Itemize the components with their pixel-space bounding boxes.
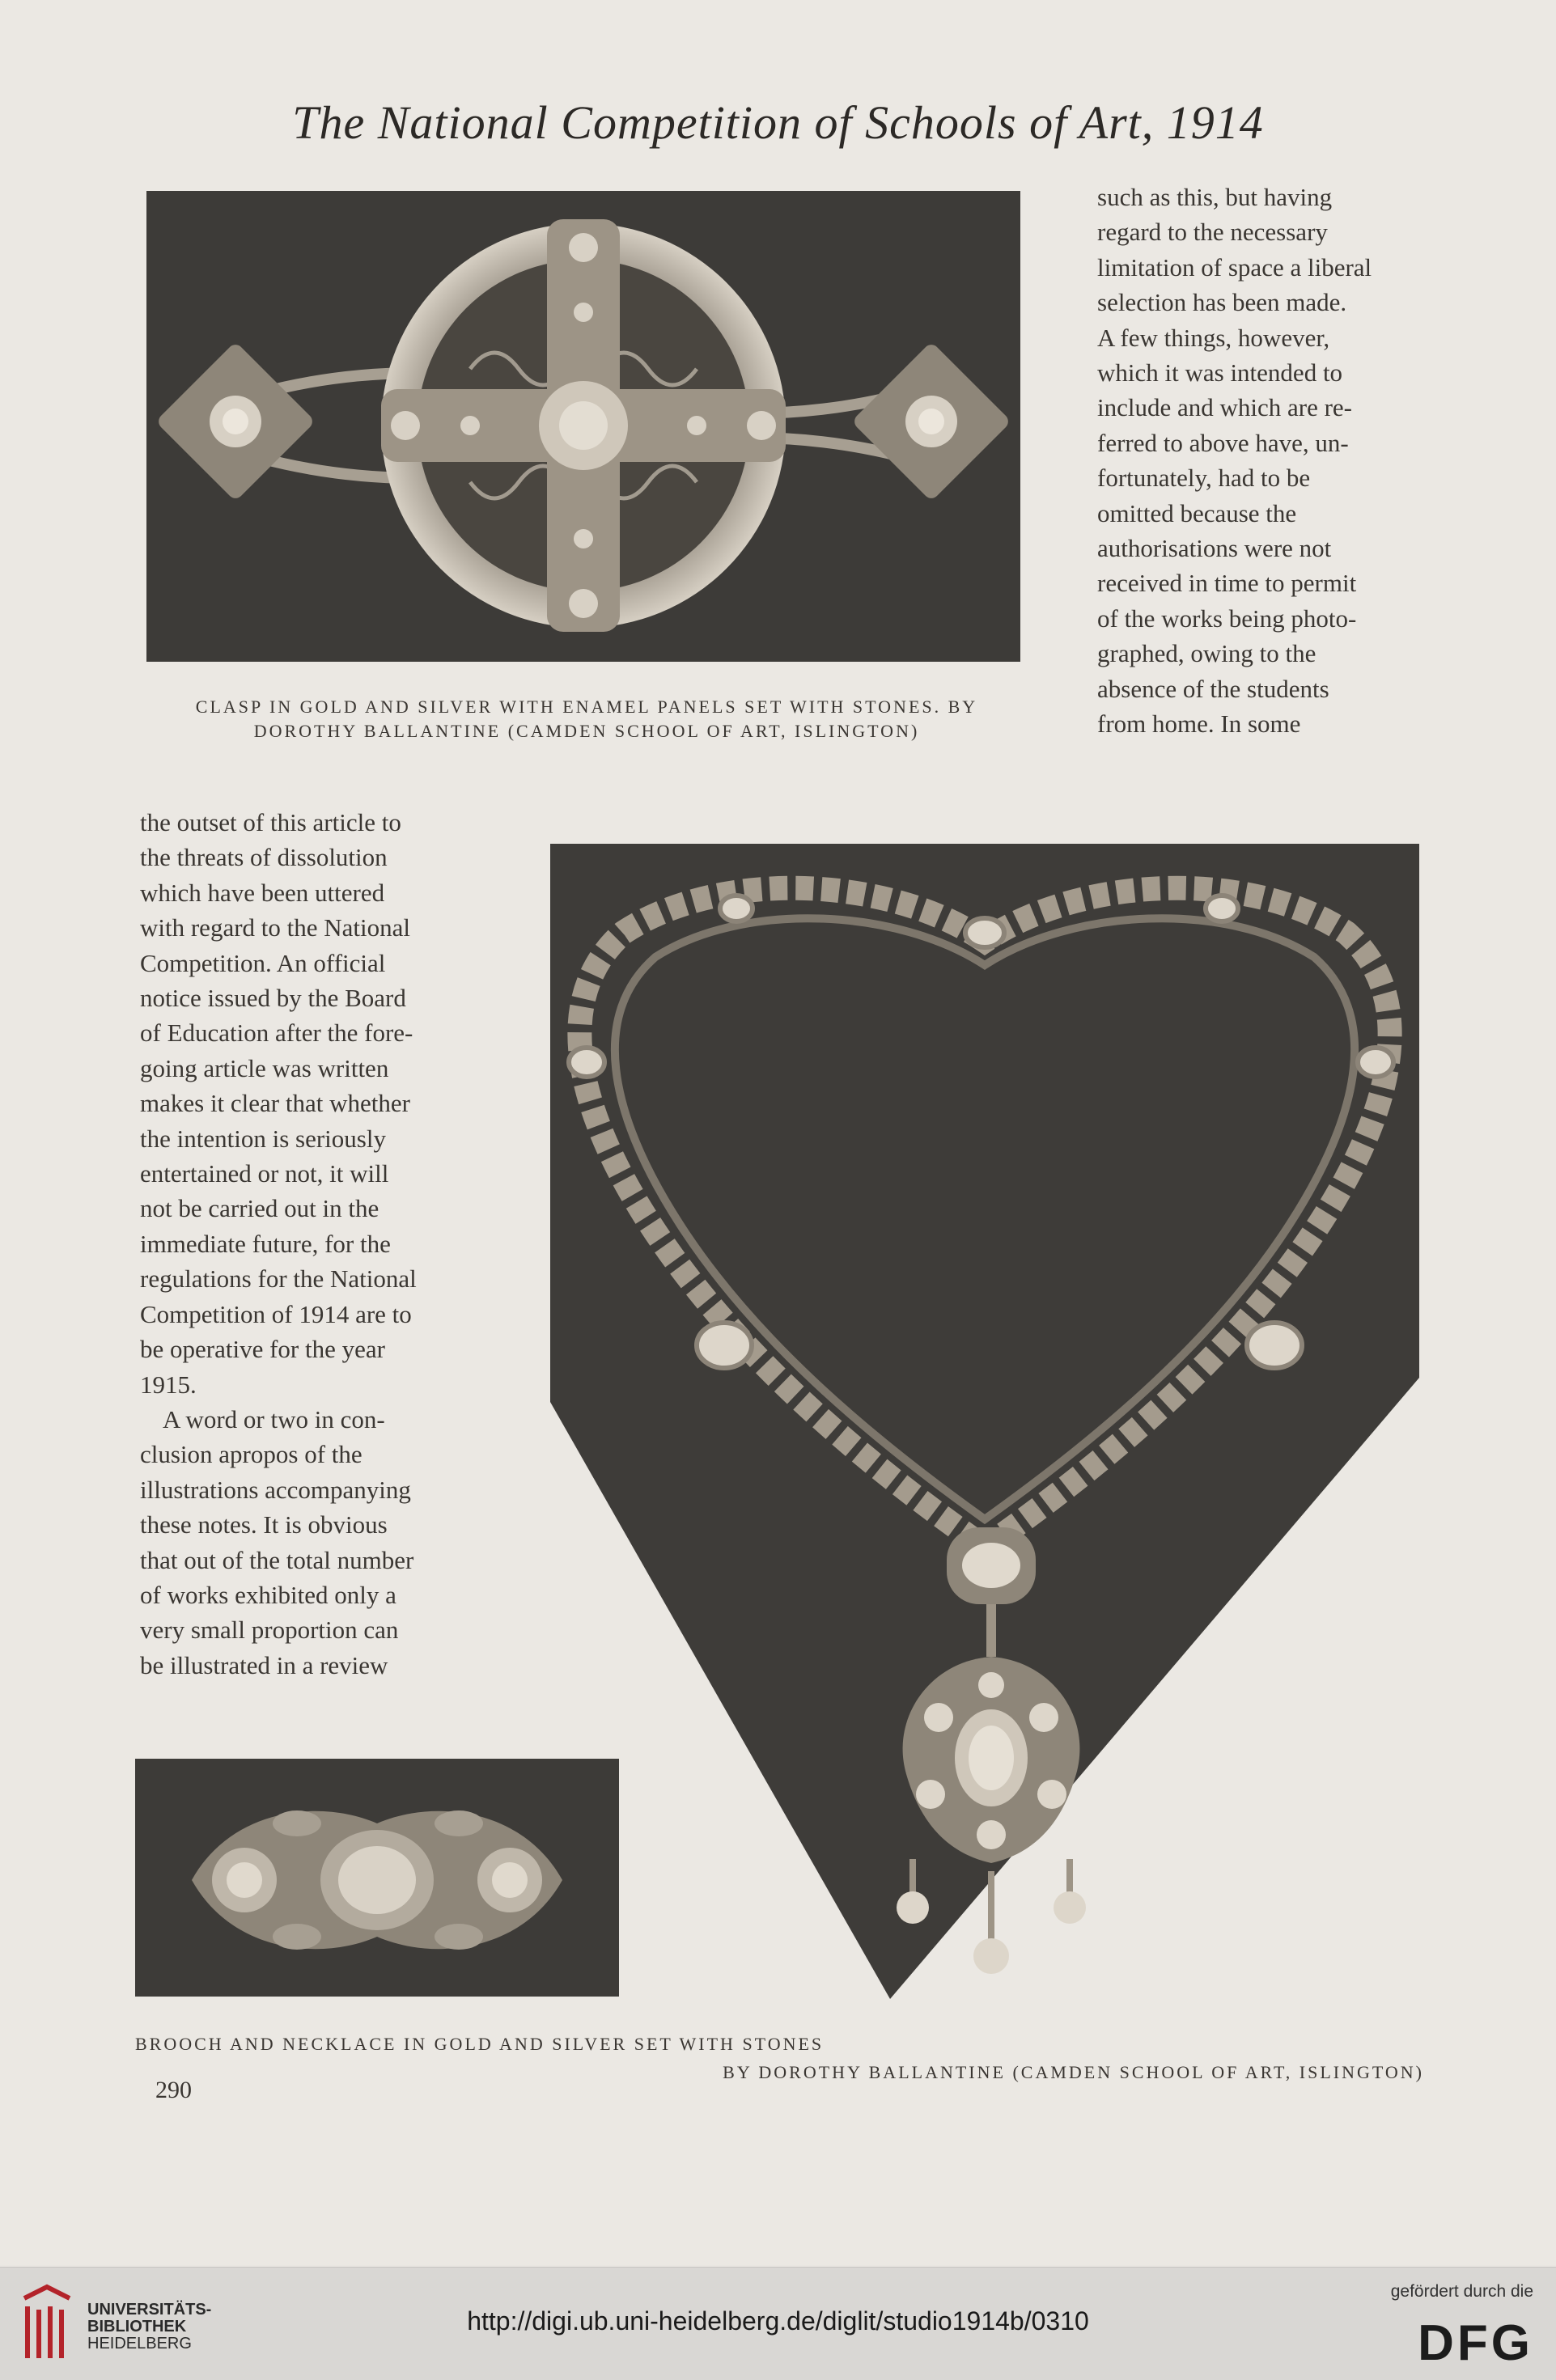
text-line: include and which are re- xyxy=(1097,393,1353,422)
necklace-photo xyxy=(550,844,1419,1999)
text-line: these notes. It is obvious xyxy=(140,1510,388,1539)
text-line: fortunately, had to be xyxy=(1097,464,1311,493)
text-line: the outset of this article to xyxy=(140,808,401,836)
library-name-line: HEIDELBERG xyxy=(87,2335,192,2352)
clasp-photo xyxy=(146,191,1020,662)
funder-label: gefördert durch die xyxy=(1390,2282,1533,2301)
running-head: The National Competition of Schools of Art, 1914 xyxy=(292,96,1264,149)
text-line: with regard to the National xyxy=(140,913,411,942)
text-line: A few things, however, xyxy=(1097,323,1330,352)
text-line: graphed, owing to the xyxy=(1097,639,1316,668)
text-line: of Education after the fore- xyxy=(140,1018,413,1048)
text-line: going article was written xyxy=(140,1053,389,1082)
caption-line: CLASP IN GOLD AND SILVER WITH ENAMEL PANELS SET WITH STONES. BY xyxy=(195,697,978,717)
text-line: immediate future, for the xyxy=(140,1229,391,1258)
library-name-line: UNIVERSITÄTS- xyxy=(87,2301,212,2319)
text-line: selection has been made. xyxy=(1097,288,1347,317)
text-line: limitation of space a liberal xyxy=(1097,252,1372,282)
text-line: illustrations accompanying xyxy=(140,1475,411,1504)
text-line: of the works being photo- xyxy=(1097,603,1357,633)
text-line: received in time to permit xyxy=(1097,569,1357,598)
text-line: 1915. xyxy=(140,1370,197,1399)
caption-line: DOROTHY BALLANTINE (CAMDEN SCHOOL OF ART, ISLINGTON) xyxy=(253,721,920,741)
text-line: from home. In some xyxy=(1097,709,1301,739)
text-line: entertained or not, it will xyxy=(140,1159,389,1188)
clasp-caption xyxy=(121,695,1052,743)
dfg-logo: DFG xyxy=(1418,2315,1533,2371)
brooch-necklace-caption-line2: BY DOROTHY BALLANTINE (CAMDEN SCHOOL OF ART, ISLINGTON) xyxy=(723,2062,1424,2082)
text-line: not be carried out in the xyxy=(140,1194,379,1223)
text-line: regulations for the National xyxy=(140,1264,417,1294)
right-column-text xyxy=(1097,180,1421,742)
text-line: absence of the students xyxy=(1097,674,1329,703)
text-line: clusion apropos of the xyxy=(140,1440,363,1469)
text-line: ferred to above have, un- xyxy=(1097,428,1349,457)
text-line: which have been uttered xyxy=(140,878,385,907)
text-line: very small proportion can xyxy=(140,1616,399,1645)
brooch-photo xyxy=(135,1759,619,1997)
text-line: which it was intended to xyxy=(1097,358,1343,387)
text-line: the threats of dissolution xyxy=(140,843,388,872)
page-number: 290 xyxy=(155,2077,192,2103)
brooch-necklace-caption-line1: BROOCH AND NECKLACE IN GOLD AND SILVER SET WITH STONES xyxy=(135,2034,825,2054)
text-line: be operative for the year xyxy=(140,1335,385,1364)
text-line: be illustrated in a review xyxy=(140,1650,388,1679)
footer-bar xyxy=(0,2267,1556,2380)
text-line: that out of the total number xyxy=(140,1545,414,1574)
text-line: Competition. An official xyxy=(140,948,386,977)
text-line: notice issued by the Board xyxy=(140,984,406,1013)
text-line: Competition of 1914 are to xyxy=(140,1299,412,1328)
text-line: regard to the necessary xyxy=(1097,218,1328,247)
text-line: the intention is seriously xyxy=(140,1124,386,1153)
text-line: authorisations were not xyxy=(1097,534,1332,563)
text-line: such as this, but having xyxy=(1097,183,1333,211)
text-line: makes it clear that whether xyxy=(140,1089,410,1118)
permalink-url[interactable]: http://digi.ub.uni-heidelberg.de/diglit/studio1914b/0310 xyxy=(467,2306,1089,2336)
text-line: A word or two in con- xyxy=(163,1404,385,1434)
text-line: omitted because the xyxy=(1097,498,1297,527)
library-name-line: BIBLIOTHEK xyxy=(87,2318,187,2336)
text-line: of works exhibited only a xyxy=(140,1580,396,1609)
left-column-text xyxy=(140,805,473,1683)
